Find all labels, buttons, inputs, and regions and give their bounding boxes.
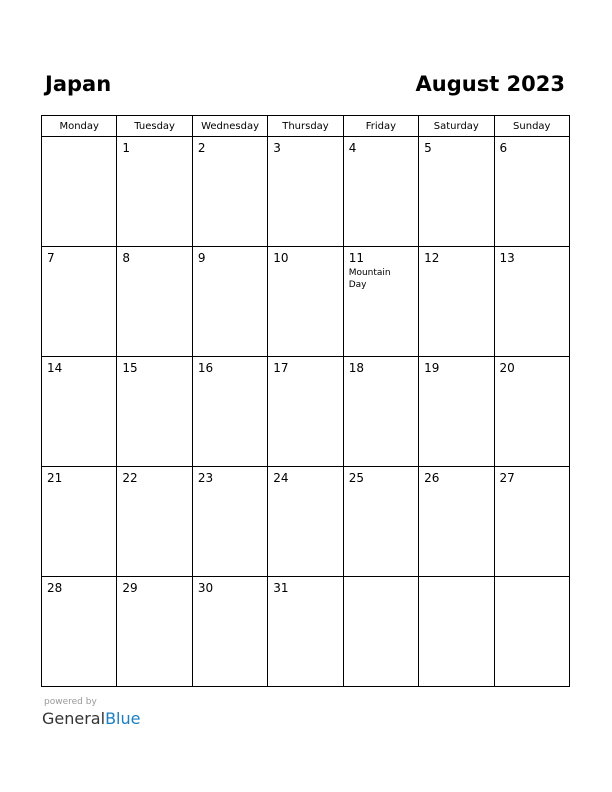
day-number: 5	[424, 141, 432, 155]
day-number: 12	[424, 251, 440, 265]
day-number	[419, 577, 493, 581]
day-number: 24	[273, 471, 289, 485]
day-number: 18	[348, 361, 364, 375]
day-cell	[117, 467, 192, 577]
day-number: 21	[47, 471, 63, 485]
day-cell	[343, 577, 418, 687]
day-number: 19	[424, 361, 440, 375]
day-number: 14	[47, 361, 63, 375]
month-title: August 2023	[415, 72, 565, 96]
week-row	[42, 577, 570, 687]
day-number: 1	[122, 141, 131, 155]
day-number: 25	[348, 471, 364, 485]
day-cell	[192, 357, 267, 467]
day-cell	[419, 247, 494, 357]
day-number: 10	[273, 251, 289, 265]
holiday-label: Mountain Day	[348, 268, 391, 290]
day-number: 23	[197, 471, 214, 485]
day-cell	[192, 467, 267, 577]
day-cell	[419, 137, 494, 247]
weekday-header: Sunday	[494, 116, 569, 137]
day-number: 31	[273, 581, 289, 595]
day-cell	[343, 467, 418, 577]
day-cell	[192, 247, 267, 357]
day-cell	[494, 577, 569, 687]
day-number: 3	[273, 141, 281, 155]
week-row	[42, 467, 570, 577]
day-number: 17	[273, 361, 289, 375]
weekday-header: Tuesday	[117, 116, 192, 137]
powered-by-text: powered by	[44, 697, 97, 707]
day-cell	[419, 577, 494, 687]
day-cell	[494, 247, 569, 357]
calendar-grid	[41, 115, 570, 687]
week-row	[42, 247, 570, 357]
country-title: Japan	[45, 72, 112, 96]
day-cell	[268, 577, 343, 687]
brand-blue-text: Blue	[105, 709, 141, 728]
day-cell	[268, 247, 343, 357]
day-cell	[343, 247, 418, 357]
day-number: 27	[499, 471, 515, 485]
day-number: 22	[122, 471, 138, 485]
day-number: 7	[47, 251, 55, 265]
day-cell	[494, 467, 569, 577]
day-cell	[192, 137, 267, 247]
day-number: 4	[348, 141, 357, 155]
week-row	[42, 357, 570, 467]
day-cell	[268, 467, 343, 577]
weekday-header: Friday	[343, 116, 418, 137]
week-row	[42, 137, 570, 247]
weekday-header: Monday	[42, 116, 117, 137]
day-number: 30	[197, 581, 214, 595]
day-cell	[343, 137, 418, 247]
day-number: 28	[47, 581, 63, 595]
day-number: 6	[499, 141, 508, 155]
brand-general-text: General	[42, 709, 106, 728]
weekday-header: Thursday	[268, 116, 343, 137]
day-cell	[192, 577, 267, 687]
weekday-header: Wednesday	[192, 116, 267, 137]
day-cell	[42, 577, 117, 687]
day-cell	[117, 137, 192, 247]
day-number: 8	[122, 251, 131, 265]
day-cell	[42, 137, 117, 247]
weekday-header: Saturday	[419, 116, 494, 137]
day-cell	[419, 467, 494, 577]
day-number	[42, 137, 116, 141]
day-number: 13	[499, 251, 515, 265]
day-cell	[268, 357, 343, 467]
generalblue-logo[interactable]	[42, 709, 140, 729]
day-cell	[343, 357, 418, 467]
day-cell	[42, 357, 117, 467]
day-number: 15	[122, 361, 138, 375]
day-cell	[494, 137, 569, 247]
day-cell	[42, 247, 117, 357]
footer-branding	[42, 697, 140, 729]
day-number: 11	[348, 251, 364, 265]
day-cell	[268, 137, 343, 247]
day-cell	[117, 357, 192, 467]
day-cell	[42, 467, 117, 577]
day-number: 26	[424, 471, 440, 485]
day-cell	[494, 357, 569, 467]
day-number: 16	[197, 361, 214, 375]
day-number	[495, 577, 569, 581]
day-number: 29	[122, 581, 138, 595]
day-cell	[117, 247, 192, 357]
day-cell	[419, 357, 494, 467]
day-number: 9	[197, 251, 206, 265]
day-cell	[117, 577, 192, 687]
day-number	[344, 577, 418, 581]
weekday-header-row	[42, 116, 570, 137]
day-number: 2	[197, 141, 206, 155]
day-number: 20	[499, 361, 515, 375]
